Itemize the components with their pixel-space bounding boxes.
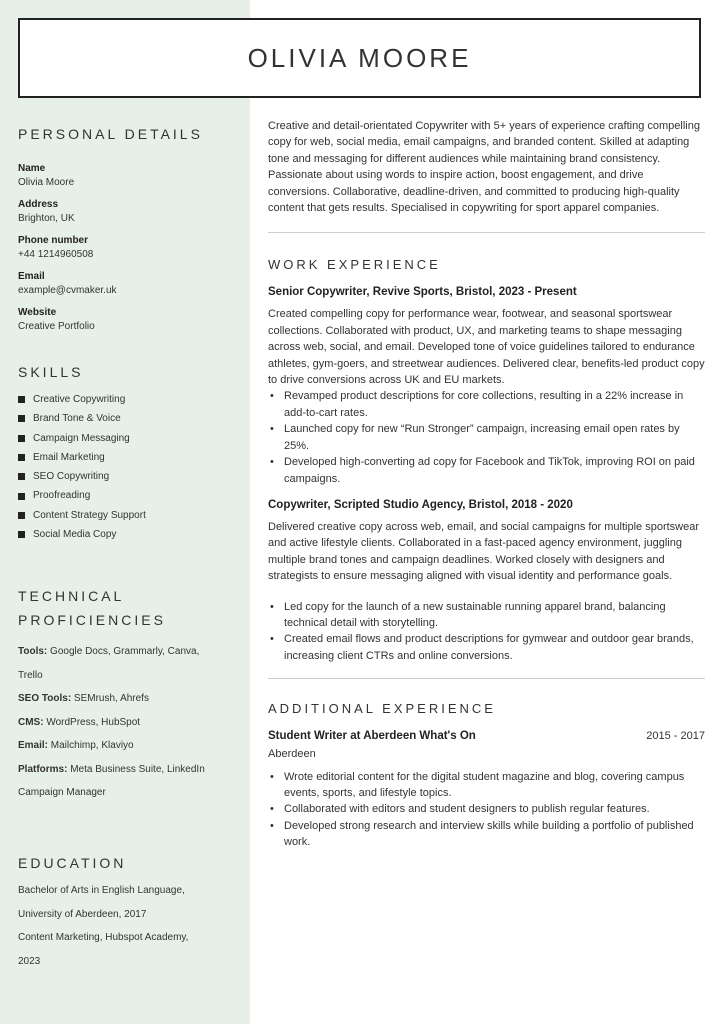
tech-item: CMS: WordPress, HubSpot <box>18 716 141 728</box>
job-description: Delivered creative copy across web, email, and social campaigns for multiple sportswear and active lifestyle clients. Collaborated in a fast-paced agency environment, juggling multiple brand tones and campaign deadlines. Worked closely with designers and strategists to ensure messaging aligned with visual identity and performance goals. <box>268 520 700 583</box>
square-bullet-icon <box>18 493 25 500</box>
additional-role: Student Writer at Aberdeen What's On <box>268 730 476 743</box>
list-item: Email Marketing <box>18 448 240 467</box>
skills-list <box>18 390 240 544</box>
education-list <box>18 879 240 974</box>
education-heading: EDUCATION <box>18 854 127 871</box>
phone-value: +44 1214960508 <box>18 249 94 260</box>
email-value: example@cvmaker.uk <box>18 285 117 296</box>
list-item: • Wrote editorial content for the digital student magazine and blog, covering campus events, sports, and lifestyle topics. <box>284 769 705 802</box>
job-bullets <box>268 599 705 665</box>
list-item: Proofreading <box>18 486 240 505</box>
website-label: Website <box>18 307 57 318</box>
tech-item: Tools: Google Docs, Grammarly, Canva, <box>18 646 200 658</box>
square-bullet-icon <box>18 512 25 519</box>
additional-location: Aberdeen <box>268 748 316 761</box>
education-line: University of Aberdeen, 2017 <box>18 908 147 920</box>
name-header <box>18 18 701 98</box>
list-item: • Revamped product descriptions for core collections, resulting in a 22% increase in add-to-cart rates. <box>284 388 705 421</box>
left-column <box>18 126 240 974</box>
technical-list <box>18 640 240 805</box>
list-item: Content Strategy Support <box>18 506 240 525</box>
square-bullet-icon <box>18 435 25 442</box>
tech-item: Email: Mailchimp, Klaviyo <box>18 740 134 752</box>
personal-details-heading: PERSONAL DETAILS <box>18 126 203 142</box>
personal-details <box>18 162 240 334</box>
list-item: • Led copy for the launch of a new sustainable running apparel brand, balancing technical detail with storytelling. <box>284 599 705 632</box>
skills-heading: SKILLS <box>18 364 84 380</box>
square-bullet-icon <box>18 473 25 480</box>
phone-label: Phone number <box>18 235 89 246</box>
job-bullets <box>268 388 705 486</box>
list-item: • Launched copy for new “Run Stronger” campaign, increasing email open rates by 25%. <box>284 421 705 454</box>
name-label: Name <box>18 163 46 174</box>
tech-item-cont: Campaign Manager <box>18 787 106 799</box>
name-value: Olivia Moore <box>18 177 75 188</box>
additional-experience-heading: ADDITIONAL EXPERIENCE <box>268 701 496 717</box>
square-bullet-icon <box>18 415 25 422</box>
square-bullet-icon <box>18 396 25 403</box>
profile-summary: Creative and detail-orientated Copywriter with 5+ years of experience crafting compelling copy for web, social media, email campaigns, and branded content. Skilled at adapting tone and messaging for different audiences while maintaining brand consistency. Passionate about using words to inspire action, boost engagement, and drive conversions. Collaborative, deadline-driven, and committed to producing high-quality content that gets results. Specialised in copywriting for sport apparel companies. <box>268 120 700 215</box>
additional-role-row <box>268 730 705 742</box>
address-value: Brighton, UK <box>18 213 75 224</box>
education-line: 2023 <box>18 956 41 968</box>
education-line: Bachelor of Arts in English Language, <box>18 884 185 896</box>
email-label: Email <box>18 271 45 282</box>
list-item: • Developed high-converting ad copy for Facebook and TikTok, improving ROI on paid campaigns. <box>284 454 705 487</box>
website-link[interactable]: Creative Portfolio <box>18 321 95 332</box>
square-bullet-icon <box>18 531 25 538</box>
job-title: Senior Copywriter, Revive Sports, Bristol, 2023 - Present <box>268 286 577 299</box>
additional-bullets <box>268 769 705 851</box>
education-line: Content Marketing, Hubspot Academy, <box>18 932 189 944</box>
candidate-name: OLIVIA MOORE <box>247 42 472 73</box>
job-description: Created compelling copy for performance wear, footwear, and seasonal sportswear collections. Collaborated with product, UX, and marketing teams to shape messaging across web, social, and email. Developed tone of voice guidelines tailored to endurance athletes, gym-goers, and streetwear audiences. Delivered clear, benefits-led product copy to drive conversions across UK and EU markets. <box>268 308 705 387</box>
tech-item-cont: Trello <box>18 669 43 681</box>
right-column <box>268 118 705 851</box>
list-item: • Created email flows and product descriptions for gymwear and outdoor gear brands, increasing client CTRs and online conversions. <box>284 631 705 664</box>
job-title: Copywriter, Scripted Studio Agency, Bristol, 2018 - 2020 <box>268 498 573 511</box>
address-label: Address <box>18 199 59 210</box>
list-item: SEO Copywriting <box>18 467 240 486</box>
list-item: • Collaborated with editors and student designers to publish regular features. <box>284 801 705 817</box>
technical-proficiencies-heading: TECHNICAL PROFICIENCIES <box>18 588 166 629</box>
list-item: Brand Tone & Voice <box>18 409 240 428</box>
list-item: Campaign Messaging <box>18 429 240 448</box>
list-item: Creative Copywriting <box>18 390 240 409</box>
list-item: • Developed strong research and interview skills while building a portfolio of published work. <box>284 818 705 851</box>
tech-item: Platforms: Meta Business Suite, LinkedIn <box>18 763 205 775</box>
work-experience-heading: WORK EXPERIENCE <box>268 257 441 273</box>
additional-dates: 2015 - 2017 <box>646 730 705 743</box>
square-bullet-icon <box>18 454 25 461</box>
tech-item: SEO Tools: SEMrush, Ahrefs <box>18 693 149 705</box>
list-item: Social Media Copy <box>18 525 240 544</box>
